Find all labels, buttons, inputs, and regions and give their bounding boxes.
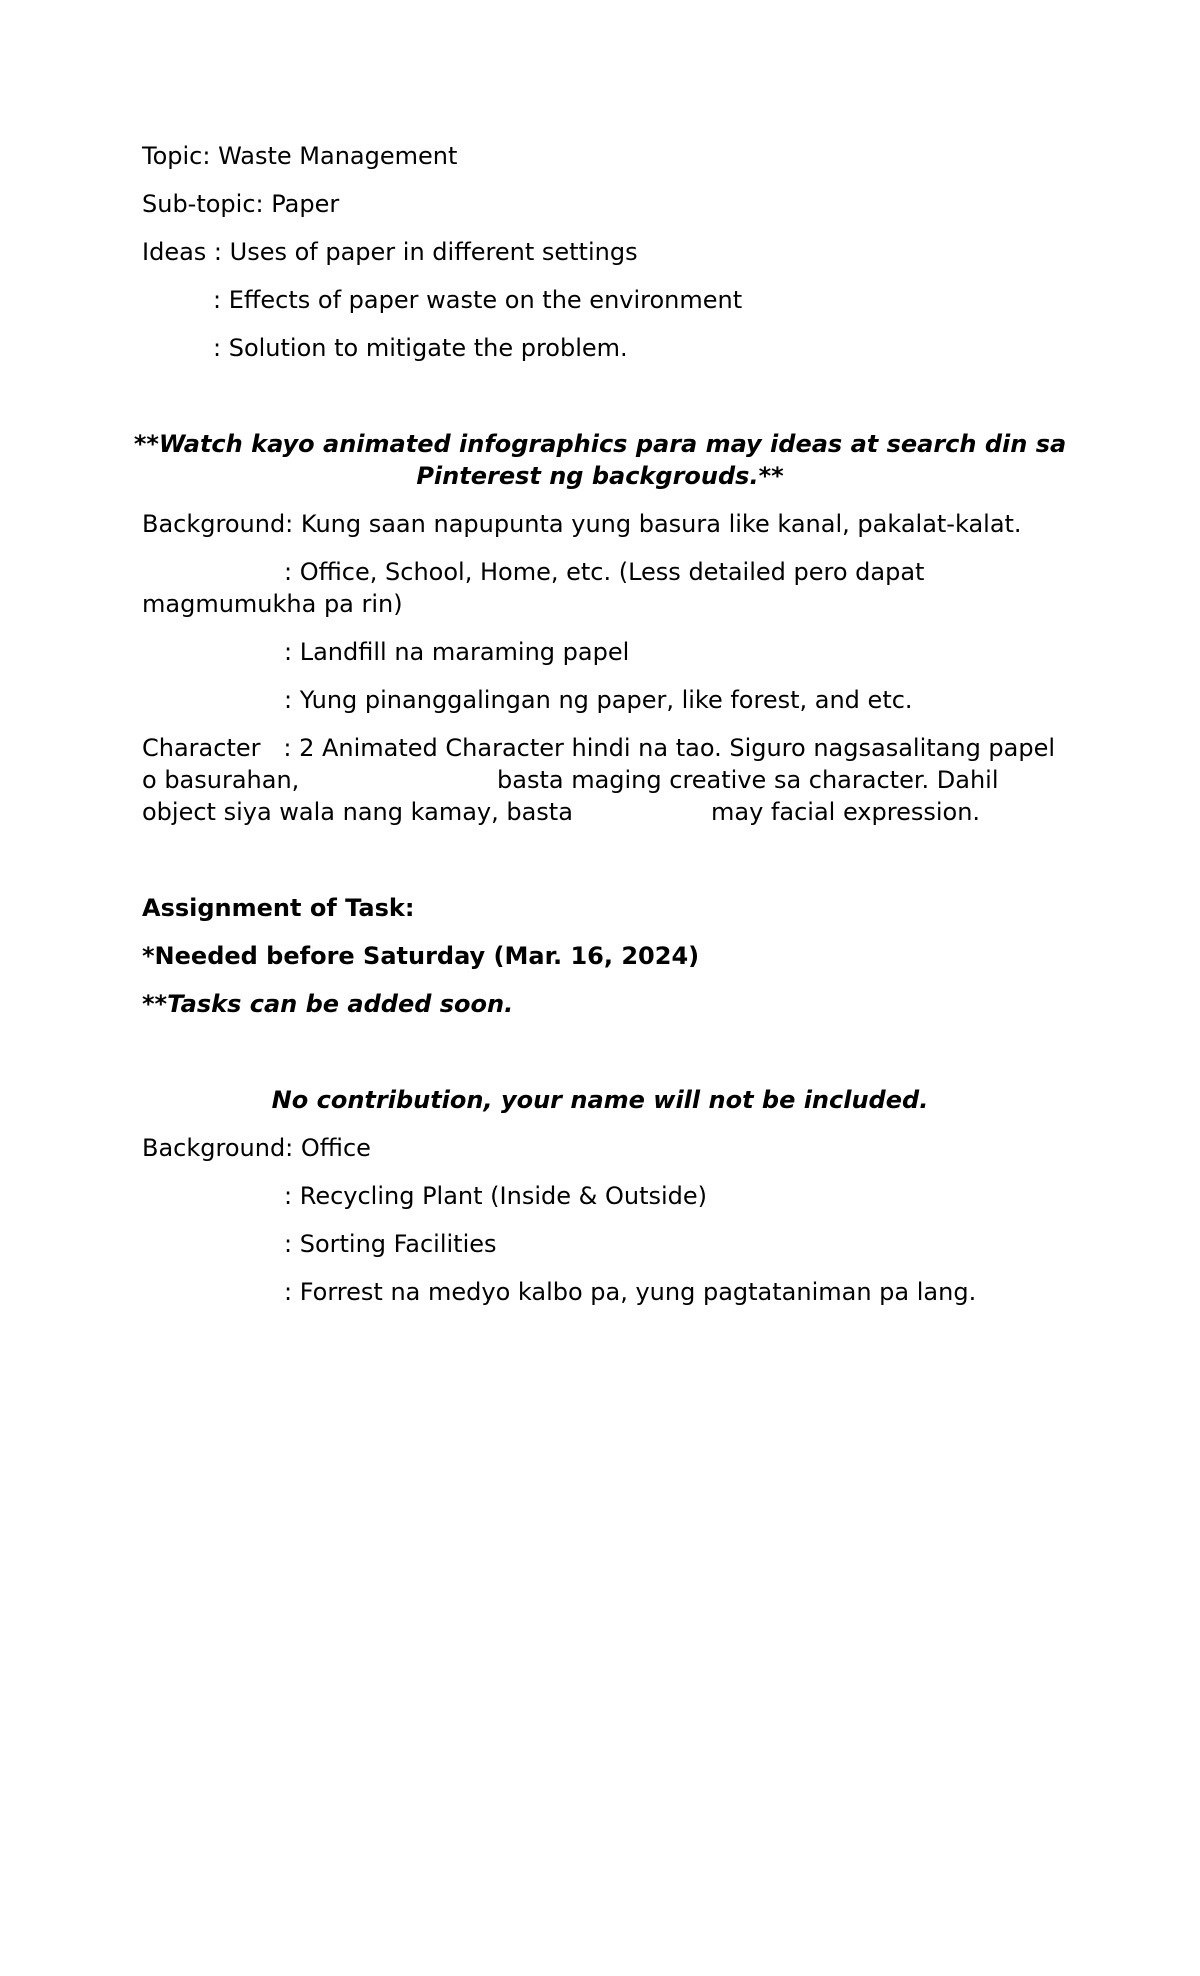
assignment-deadline: *Needed before Saturday (Mar. 16, 2024) — [142, 942, 700, 970]
background-ideas-line-4: : Yung pinanggalingan ng paper, like forest, and etc. — [284, 686, 913, 714]
character-line-1: Character : 2 Animated Character hindi na tao. Siguro nagsasalitang papel — [142, 734, 1056, 762]
assignment-note — [142, 988, 513, 1020]
background-ideas-line-3: : Landfill na maraming papel — [284, 638, 630, 666]
character-line-2a: o basurahan, — [142, 766, 300, 794]
topic-line: Topic: Waste Management — [142, 142, 458, 170]
watch-note-line-1 — [0, 428, 1200, 460]
assignment-note-text: Tasks can be added soon. — [167, 990, 514, 1018]
background-tasks-line-1: Background: Office — [142, 1134, 371, 1162]
contribution-warning: No contribution, your name will not be included. — [271, 1086, 929, 1114]
watch-note-text: Watch kayo animated infographics para may ideas at search din sa — [158, 430, 1067, 458]
background-tasks-line-4: : Forrest na medyo kalbo pa, yung pagtataniman pa lang. — [284, 1278, 977, 1306]
watch-note-line-2: Pinterest ng backgrouds.** — [416, 462, 784, 490]
character-line-2b: basta maging creative sa character. Dahil — [497, 766, 999, 794]
background-tasks-line-3: : Sorting Facilities — [284, 1230, 497, 1258]
subtopic-line: Sub-topic: Paper — [142, 190, 340, 218]
ideas-line-1: Ideas : Uses of paper in different settings — [142, 238, 638, 266]
background-ideas-line-2a: : Office, School, Home, etc. (Less detailed pero dapat — [284, 558, 925, 586]
character-line-3b: may facial expression. — [711, 798, 981, 826]
background-ideas-line-1: Background: Kung saan napupunta yung basura like kanal, pakalat-kalat. — [142, 510, 1022, 538]
character-line-3a: object siya wala nang kamay, basta — [142, 798, 573, 826]
background-ideas-line-2b: magmumukha pa rin) — [142, 590, 403, 618]
watch-note-prefix: ** — [133, 430, 159, 458]
assignment-heading: Assignment of Task: — [142, 894, 415, 922]
background-tasks-line-2: : Recycling Plant (Inside & Outside) — [284, 1182, 708, 1210]
assignment-note-prefix: ** — [142, 990, 168, 1018]
ideas-line-2: : Effects of paper waste on the environment — [213, 286, 743, 314]
ideas-line-3: : Solution to mitigate the problem. — [213, 334, 628, 362]
